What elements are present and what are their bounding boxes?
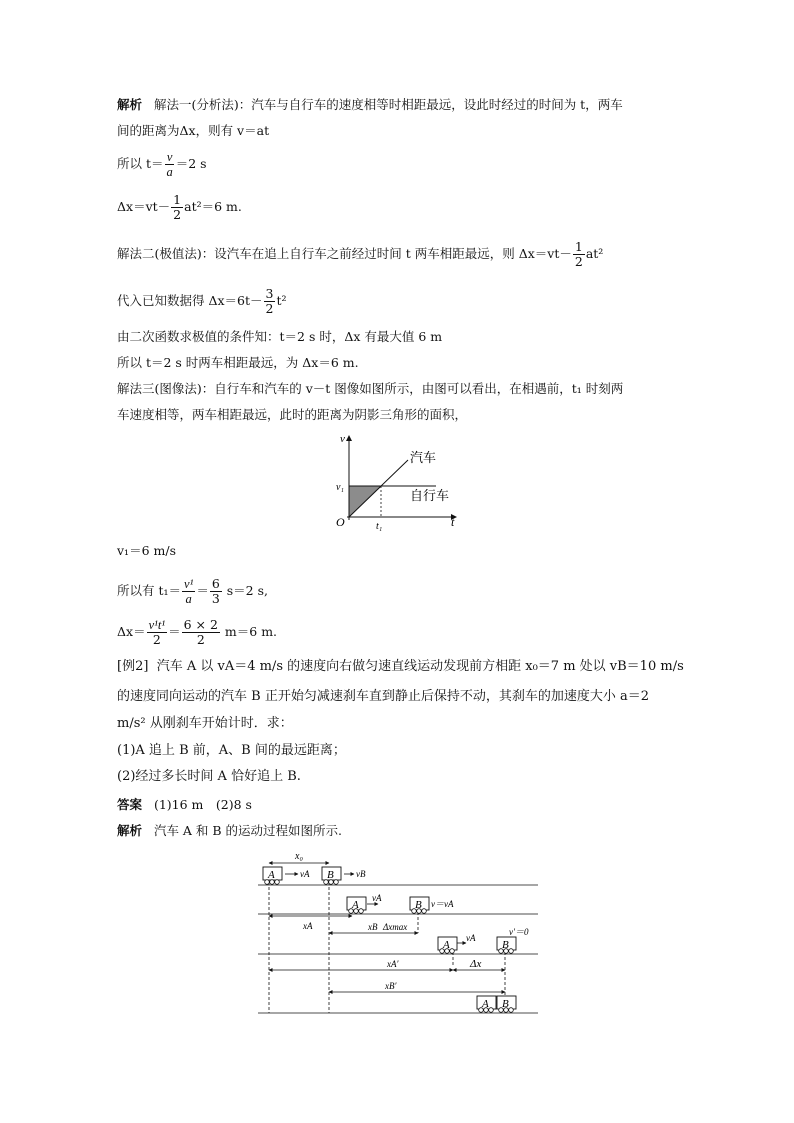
fraction: $\frac{v}{a}$ xyxy=(166,150,173,179)
dx-label: Δx xyxy=(470,958,482,970)
vA-label: vA xyxy=(300,869,310,879)
fraction: $\frac{6 \times 2}{2}$ xyxy=(183,617,218,647)
sol3-line1: 解法三(图像法)：自行车和汽车的 v－t 图像如图所示，由图可以看出，在相遇前，t₁ 时刻两 xyxy=(117,381,624,396)
sol1-dx-equation: Δx＝vt－ $\frac{1}{2}$ at²＝6 m. xyxy=(117,192,242,222)
v1-label: v₁ xyxy=(336,482,344,493)
example-q1: (1)A 追上 B 前，A、B 间的最远距离； xyxy=(117,743,346,758)
sol1-t-equation: 所以 t＝ $\frac{v}{a}$ ＝2 s xyxy=(117,150,207,179)
svg-text:A: A xyxy=(352,899,359,911)
fraction: $\frac{1}{2}$ xyxy=(574,239,583,269)
bike-label: 自行车 xyxy=(410,489,450,504)
car-B-1 xyxy=(322,867,341,884)
sol1-text-1: 解法一(分析法)：汽车与自行车的速度相等时相距最远，设此时经过的时间为 t，两车 xyxy=(153,97,623,112)
example-tag: [例2] xyxy=(117,659,149,674)
car-B-4 xyxy=(497,996,516,1012)
x0-label: x₀ xyxy=(295,851,303,862)
svg-text:A: A xyxy=(482,998,489,1010)
sol1-text-2: 间的距离为Δx，则有 v＝at xyxy=(117,123,270,138)
car-B-3 xyxy=(497,937,516,953)
svg-text:A: A xyxy=(268,869,275,881)
svg-text:B: B xyxy=(502,939,509,951)
fraction: $\frac{\text{v¹t¹}}{2}$ xyxy=(148,618,166,647)
xB-label: xB xyxy=(368,922,378,932)
t-axis-label: t xyxy=(451,515,455,529)
motion-diagram xyxy=(255,845,545,1020)
car-label: 汽车 xyxy=(410,451,437,466)
analysis-label: 解析 xyxy=(117,97,143,112)
sol3-t1-equation: 所以有 t₁＝ $\frac{\text{v¹}}{a}$ ＝ $\frac{6}{3}$ s＝2 s, xyxy=(117,576,268,606)
fraction: $\frac{1}{2}$ xyxy=(173,192,182,222)
fraction: $\frac{3}{2}$ xyxy=(265,286,274,316)
car-A-3 xyxy=(438,937,457,953)
vA-label-2: vA xyxy=(372,893,382,903)
example-line2: 的速度同向运动的汽车 B 正开始匀减速刹车直到静止后保持不动，其刹车的加速度大小 a＝2 xyxy=(117,689,649,704)
v-axis-label: v xyxy=(340,433,345,445)
xA-prime-label: xA′ xyxy=(387,959,399,969)
xB-prime-label: xB′ xyxy=(385,981,397,991)
svg-text:B: B xyxy=(415,899,422,911)
svg-text:B: B xyxy=(327,869,334,881)
fraction: $\frac{6}{3}$ xyxy=(211,576,220,606)
answer-label: 答案 xyxy=(117,797,143,812)
car-A-4 xyxy=(477,996,496,1012)
xA-label: xA xyxy=(303,921,313,931)
vprime-label: v′＝0 xyxy=(509,927,529,937)
sol1-line1 xyxy=(117,96,623,114)
sol3-dx-equation: Δx＝ $\frac{\text{v¹t¹}}{2}$ ＝ $\frac{6 \times 2}{2}$ m＝6 m. xyxy=(117,617,278,647)
example-line1: [例2] 汽车 A 以 vA＝4 m/s 的速度向右做匀速直线运动发现前方相距 x₀＝7 m 处以 vB＝10 m/s xyxy=(117,659,684,674)
fraction: $\frac{\text{v¹}}{a}$ xyxy=(184,577,194,606)
sol2-line2: 代入已知数据得 Δx＝6t－ $\frac{3}{2}$ t² xyxy=(117,286,287,316)
sol2-line3: 由二次函数求极值的条件知：t＝2 s 时，Δx 有最大值 6 m xyxy=(117,329,443,344)
answer-text: (1)16 m (2)8 s xyxy=(153,797,252,812)
sol3-line2: 车速度相等，两车相距最远，此时的距离为阴影三角形的面积， xyxy=(117,407,468,422)
example-q2: (2)经过多长时间 A 恰好追上 B. xyxy=(117,769,301,784)
car-A-1 xyxy=(263,867,282,884)
origin-label: O xyxy=(336,515,345,529)
analysis-label-2: 解析 xyxy=(117,823,143,838)
vt-graph xyxy=(330,430,470,532)
sol2-line4: 所以 t＝2 s 时两车相距最远，为 Δx＝6 m. xyxy=(117,355,359,370)
dxmax-label: Δxmax xyxy=(383,922,408,932)
analysis-line: 解析 汽车 A 和 B 的运动过程如图所示. xyxy=(117,823,343,838)
svg-text:B: B xyxy=(502,998,509,1010)
car-B-2 xyxy=(410,897,429,913)
car-A-2 xyxy=(347,897,366,913)
sol3-v1: v₁＝6 m/s xyxy=(117,543,176,558)
svg-text:A: A xyxy=(443,939,450,951)
example-line3: m/s² 从刚刹车开始计时．求： xyxy=(117,716,293,731)
v-eq-label: v＝vA xyxy=(431,899,454,909)
vB-label: vB xyxy=(356,869,366,879)
sol2-line1: 解法二(极值法)：设汽车在追上自行车之前经过时间 t 两车相距最远，则 Δx＝vt－ $\frac{1}{2}$ at² xyxy=(117,239,604,269)
vA-label-3: vA xyxy=(466,933,476,943)
t1-label: t₁ xyxy=(376,521,383,532)
answer-line xyxy=(117,796,252,814)
